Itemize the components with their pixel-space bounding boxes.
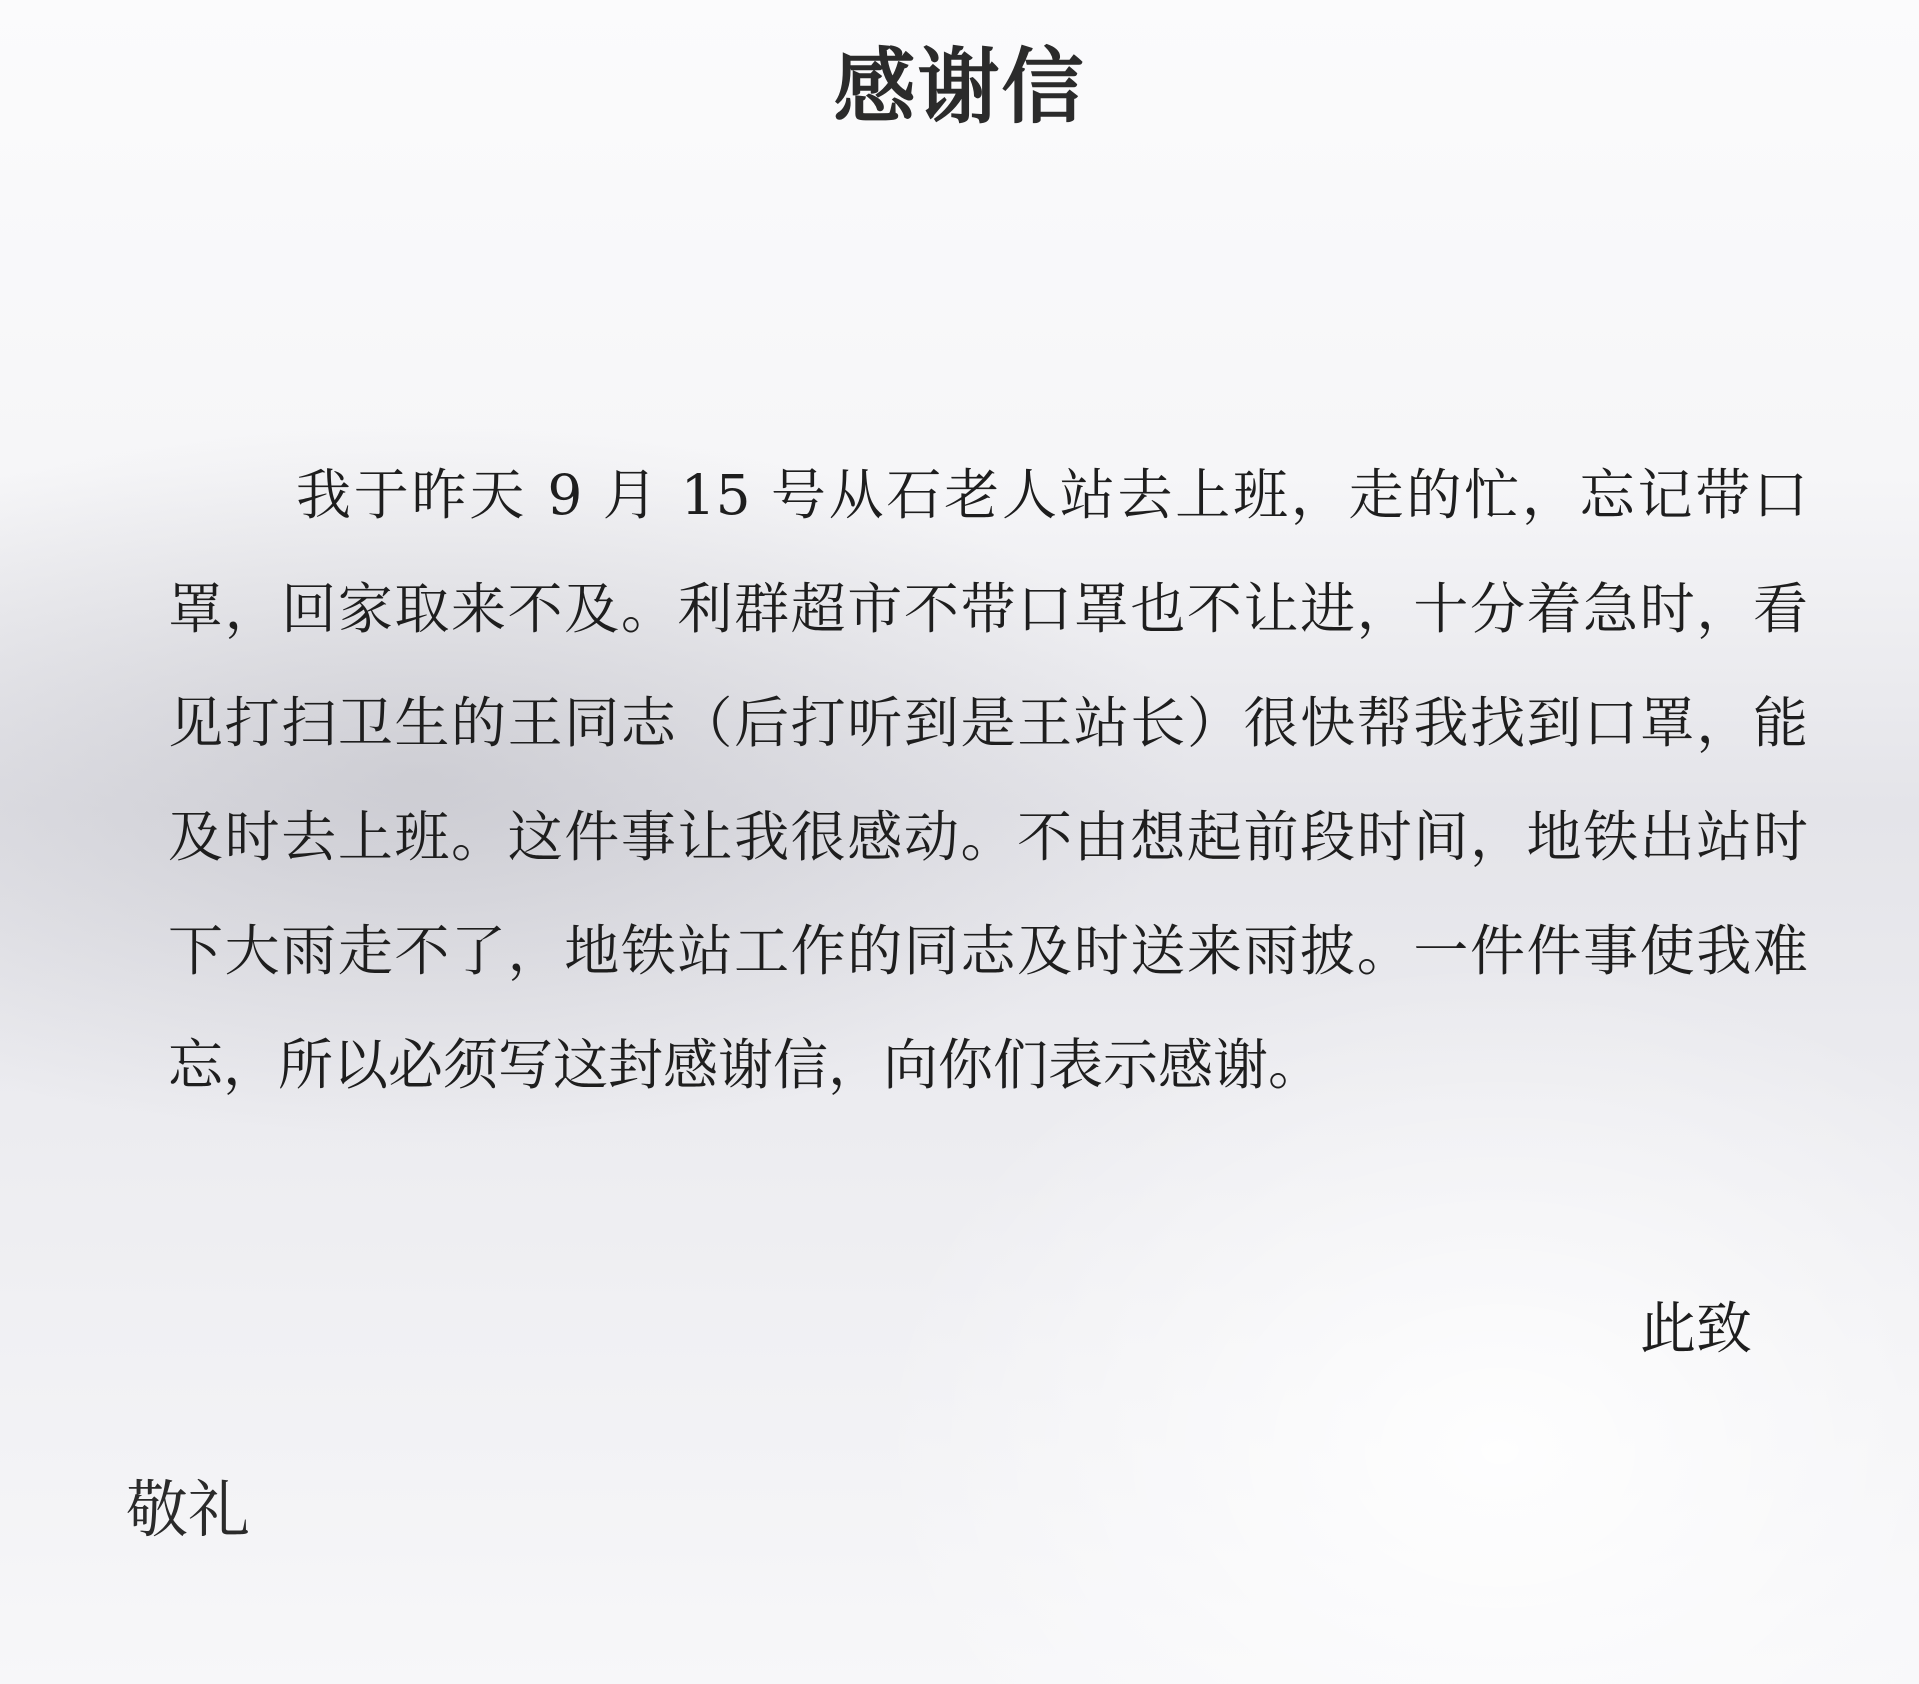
- letter-salutation: 敬礼: [126, 1473, 251, 1546]
- letter-closing: 此致: [1640, 1297, 1752, 1362]
- letter-title: 感谢信: [833, 40, 1086, 135]
- letter-body: 我于昨天 9 月 15 号从石老人站去上班，走的忙，忘记带口罩，回家取来不及。利群超市不带口罩也不让进，十分着急时，看见打扫卫生的王同志（后打听到是王站长）很快帮我找到口罩，能及时去上班。这件事让我很感动。不由想起前段时间，地铁出站时下大雨走不了，地铁站工作的同志及时送来雨披。一件件事使我难忘，所以必须写这封感谢信，向你们表示感谢。: [168, 463, 1808, 1097]
